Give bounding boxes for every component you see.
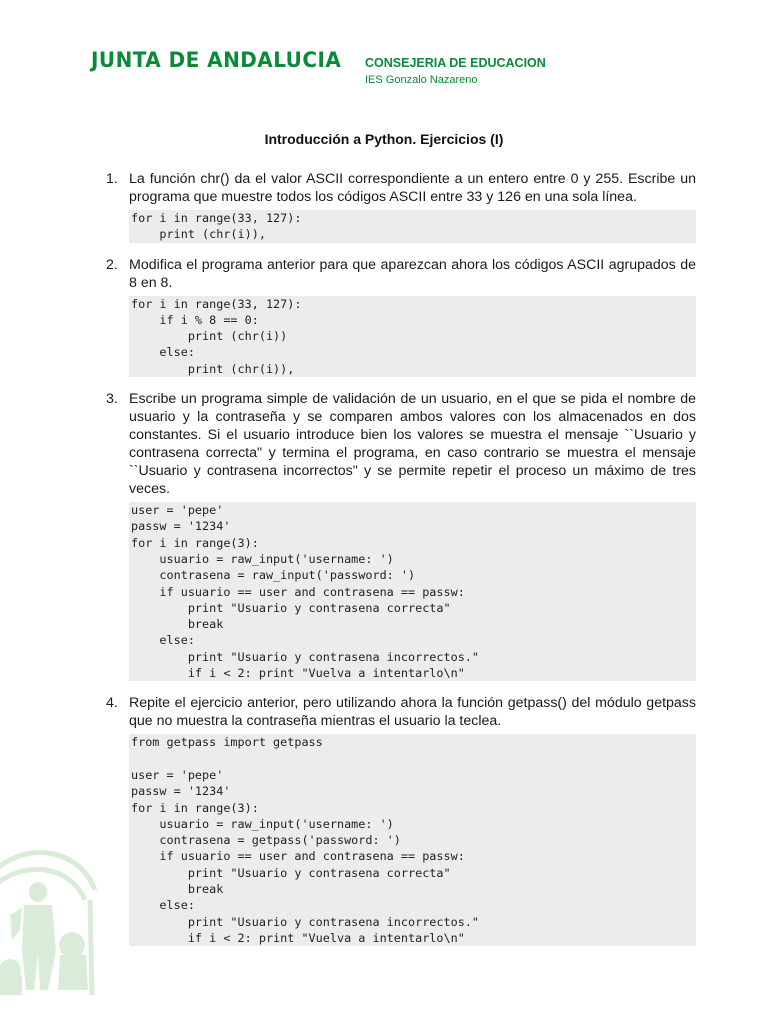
code-block: for i in range(33, 127): if i % 8 == 0: print (chr(i)) else: print (chr(i)),: [129, 296, 696, 377]
exercise-statement: Repite el ejercicio anterior, pero utilizando ahora la función getpass() del módulo getpass que no muestra la contraseña mientras el usuario la teclea.: [129, 695, 696, 730]
andalucia-emblem-watermark: [0, 830, 100, 1000]
code-block: for i in range(33, 127): print (chr(i)),: [129, 210, 696, 243]
school-name: IES Gonzalo Nazareno: [365, 74, 478, 86]
department-name: CONSEJERIA DE EDUCACION: [365, 56, 546, 70]
exercise-number: 3.: [106, 391, 118, 408]
exercise-statement: La función chr() da el valor ASCII correspondiente a un entero entre 0 y 255. Escribe un programa que muestre todos los códigos ASCII entre 33 y 126 en una sola línea.: [129, 171, 696, 205]
exercise-number: 2.: [106, 256, 118, 273]
page-header: [91, 44, 551, 94]
code-block: from getpass import getpass user = 'pepe' passw = '1234' for i in range(3): usuario = raw_input('username: ') contrasena = getpass('password: ') if usuario == user and contrasena == passw: print "Usuario y contrasena correcta" break else: print "Usuario y contrasena incorrectos." if i < 2: print "Vuelva a intentarlo\n": [129, 734, 696, 946]
exercise-list: [106, 170, 696, 959]
document-title: Introducción a Python. Ejercicios (I): [264, 131, 504, 147]
exercise-statement: Modifica el programa anterior para que aparezcan ahora los códigos ASCII agrupados de 8 en 8.: [129, 256, 696, 291]
exercise-statement: Escribe un programa simple de validación de un usuario, en el que se pida el nombre de usuario y la contraseña y se comparen ambos valores con los almacenados en dos constantes. Si el usuario introduce bien los valores se muestra el mensaje ``Usuario y contrasena correcta" y termina el programa, en caso contrario se muestra el mensaje ``Usuario y contrasena incorrectos" y se permite repetir el proceso un máximo de tres veces.: [129, 391, 696, 498]
junta-de-andalucia-logo: JUNTA DE ANDALUCIA: [91, 48, 342, 72]
exercise-4: [106, 694, 696, 946]
exercise-1: [106, 170, 696, 243]
exercise-3: [106, 390, 696, 681]
exercise-number: 4.: [106, 695, 118, 712]
exercise-number: 1.: [106, 171, 118, 187]
code-block: user = 'pepe' passw = '1234' for i in range(3): usuario = raw_input('username: ') contrasena = raw_input('password: ') if usuario == user and contrasena == passw: print "Usuario y contrasena correcta" break else: print "Usuario y contrasena incorrectos." if i < 2: print "Vuelva a intentarlo\n": [129, 502, 696, 681]
exercise-2: [106, 256, 696, 377]
